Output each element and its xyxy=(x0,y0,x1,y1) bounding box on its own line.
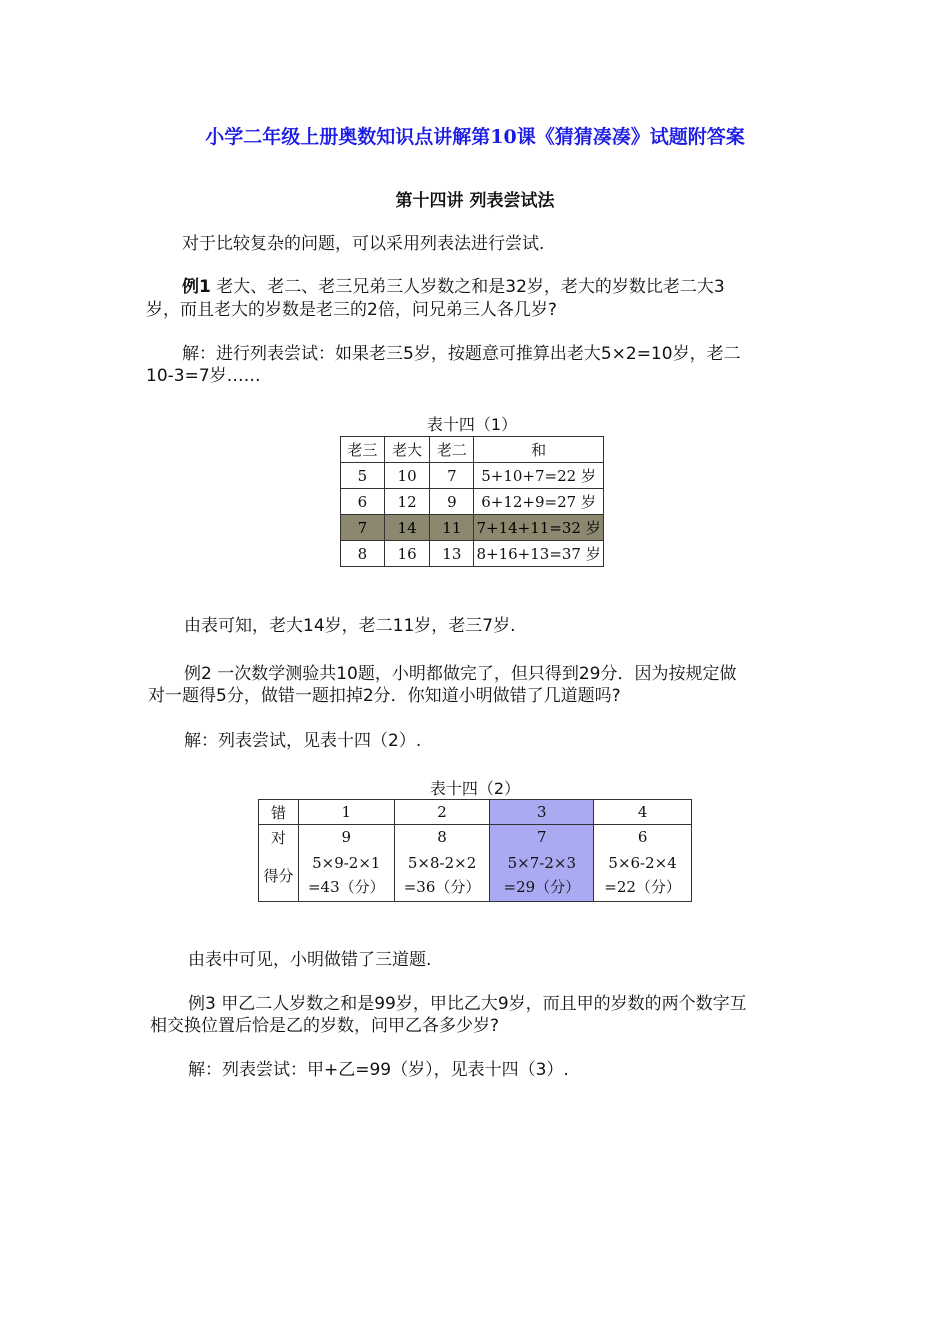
table-cell: 7 xyxy=(430,463,474,489)
table-row xyxy=(341,463,604,489)
table-cell: 9 xyxy=(298,825,394,850)
table-cell: 2 xyxy=(394,800,490,825)
example1-label: 例1 xyxy=(182,277,211,297)
row-label: 得分 xyxy=(259,849,299,902)
score-cell xyxy=(594,849,692,902)
example3-line1: 例3 甲乙二人岁数之和是99岁，甲比乙大9岁，而且甲的岁数的两个数字互 xyxy=(188,994,747,1014)
table-cell: 10 xyxy=(384,463,430,489)
example1-solution-line2: 10-3=7岁…… xyxy=(146,366,261,386)
example1-solution-line1: 解：进行列表尝试：如果老三5岁，按题意可推算出老大5×2=10岁，老二 xyxy=(182,344,741,364)
table-cell: 12 xyxy=(384,489,430,515)
table-cell: 6 xyxy=(594,825,692,850)
table-cell: 8 xyxy=(341,541,385,567)
table1-header-cell: 和 xyxy=(474,437,604,463)
row-label: 对 xyxy=(259,825,299,850)
table-cell: 8+16+13=37 岁 xyxy=(474,541,604,567)
table2-right-row xyxy=(259,825,692,850)
example1-conclusion: 由表可知，老大14岁，老二11岁，老三7岁. xyxy=(184,616,516,636)
table-row-highlighted xyxy=(341,515,604,541)
intro-paragraph: 对于比较复杂的问题，可以采用列表法进行尝试. xyxy=(182,234,545,254)
example3-solution: 解：列表尝试：甲+乙=99（岁），见表十四（3）. xyxy=(188,1060,569,1080)
table1-caption: 表十四（1） xyxy=(426,415,518,434)
table-cell-highlighted: 3 xyxy=(490,800,594,825)
table-row xyxy=(341,541,604,567)
example2-line1: 例2 一次数学测验共10题，小明都做完了，但只得到29分．因为按规定做 xyxy=(184,664,737,684)
document-title: 小学二年级上册奥数知识点讲解第10课《猜猜凑凑》试题附答案 xyxy=(205,126,745,148)
table1 xyxy=(340,436,604,567)
table-row xyxy=(341,489,604,515)
score-expression: 5×8-2×2 xyxy=(407,854,477,872)
score-cell-highlighted xyxy=(490,849,594,902)
example1-line1 xyxy=(182,275,725,299)
score-value: =22（分） xyxy=(604,878,681,896)
table1-header-cell: 老三 xyxy=(341,437,385,463)
score-value: =43（分） xyxy=(307,878,385,896)
example2-solution: 解：列表尝试，见表十四（2）. xyxy=(184,731,422,751)
table-cell: 9 xyxy=(430,489,474,515)
table-cell: 1 xyxy=(298,800,394,825)
table-cell: 5 xyxy=(341,463,385,489)
score-value: =36（分） xyxy=(403,878,481,896)
example2-line2: 对一题得5分，做错一题扣掉2分．你知道小明做错了几道题吗? xyxy=(148,686,621,706)
row-label: 错 xyxy=(259,800,299,825)
table2-wrong-row xyxy=(259,800,692,825)
example3-line2: 相交换位置后恰是乙的岁数，问甲乙各多少岁? xyxy=(150,1016,500,1036)
table-cell: 7+14+11=32 岁 xyxy=(474,515,604,541)
table-cell: 6 xyxy=(341,489,385,515)
table1-header-cell: 老二 xyxy=(430,437,474,463)
table-cell: 14 xyxy=(384,515,430,541)
score-expression: 5×9-2×1 xyxy=(312,854,381,872)
score-cell xyxy=(394,849,490,902)
table-cell: 8 xyxy=(394,825,490,850)
table-cell: 16 xyxy=(384,541,430,567)
table-cell: 4 xyxy=(594,800,692,825)
score-cell xyxy=(298,849,394,902)
table-cell: 6+12+9=27 岁 xyxy=(474,489,604,515)
table1-header-row xyxy=(341,437,604,463)
score-expression: 5×6-2×4 xyxy=(608,854,677,872)
table-cell: 7 xyxy=(341,515,385,541)
table-cell: 11 xyxy=(430,515,474,541)
score-value: =29（分） xyxy=(503,878,581,896)
table-cell: 13 xyxy=(430,541,474,567)
example1-text: 老大、老二、老三兄弟三人岁数之和是32岁，老大的岁数比老二大3 xyxy=(216,277,725,297)
lecture-heading: 第十四讲 列表尝试法 xyxy=(395,191,555,211)
example2-conclusion: 由表中可见，小明做错了三道题. xyxy=(188,950,432,970)
table2-caption: 表十四（2） xyxy=(429,779,521,798)
table2-score-row xyxy=(259,849,692,902)
score-expression: 5×7-2×3 xyxy=(507,854,577,872)
table2 xyxy=(258,799,692,902)
table-cell: 5+10+7=22 岁 xyxy=(474,463,604,489)
table1-header-cell: 老大 xyxy=(384,437,430,463)
example1-line2: 岁，而且老大的岁数是老三的2倍，问兄弟三人各几岁? xyxy=(146,300,557,320)
table-cell-highlighted: 7 xyxy=(490,825,594,850)
